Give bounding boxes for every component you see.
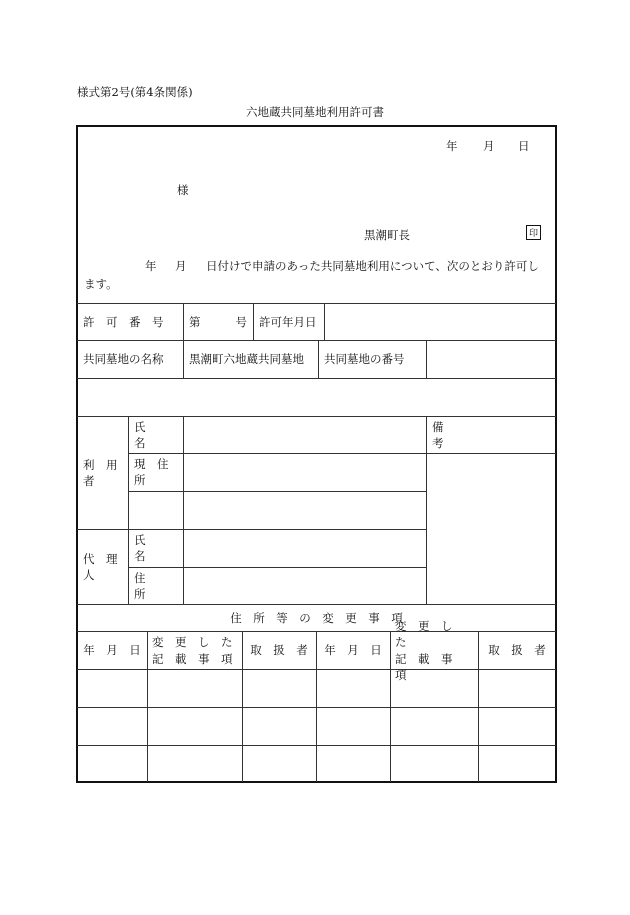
agent-address-label: 住 所: [134, 570, 169, 601]
cemetery-name-value: 黒潮町六地蔵共同墓地: [189, 352, 304, 366]
date-year-label: 年: [446, 139, 458, 153]
permit-date-label: 許可年月日: [259, 314, 317, 329]
application-month-label: 月: [175, 259, 187, 273]
user-section-label: 利 用 者: [83, 457, 129, 488]
user-name-label: 氏 名: [134, 419, 169, 450]
changes-handler-header: 取 扱 者: [488, 643, 546, 657]
permit-number-label: 許 可 番 号: [83, 314, 164, 329]
cemetery-number-label: 共同墓地の番号: [324, 352, 405, 366]
changes-item-header: 変 更 し た 記 載 事 項: [395, 618, 464, 682]
agent-section-label: 代 理 人: [83, 551, 129, 582]
agent-name-label: 氏 名: [134, 533, 169, 563]
user-address-label: 現 住 所: [134, 457, 180, 487]
changes-section-title: 住 所 等 の 変 更 事 項: [230, 610, 403, 625]
cemetery-name-label: 共同墓地の名称: [83, 352, 164, 366]
cemetery-number-field[interactable]: [426, 340, 556, 378]
seal-mark: 印: [526, 225, 541, 240]
changes-row[interactable]: [77, 669, 556, 707]
recipient-suffix: 様: [177, 183, 189, 197]
date-day-label: 日: [518, 139, 530, 153]
date-month-label: 月: [483, 139, 495, 153]
form-number: 様式第2号(第4条関係): [77, 85, 193, 99]
user-address-field[interactable]: [183, 453, 426, 491]
agent-address-field[interactable]: [183, 567, 426, 604]
changes-handler-header: 取 扱 者: [250, 643, 308, 657]
changes-date-header: 年 月 日: [324, 643, 382, 657]
permit-number-field[interactable]: 第 号: [189, 314, 247, 329]
issuer-name: 黒潮町長: [364, 228, 410, 242]
agent-name-field[interactable]: [183, 529, 426, 567]
user-name-field[interactable]: [183, 416, 426, 453]
remarks-field[interactable]: [426, 453, 556, 604]
changes-row[interactable]: [77, 707, 556, 745]
application-year-label: 年: [145, 259, 157, 273]
changes-date-header: 年 月 日: [83, 643, 141, 657]
permit-statement-end: ます。: [84, 277, 118, 291]
remarks-label: 備 考: [432, 419, 547, 450]
permit-date-field[interactable]: [324, 303, 556, 340]
changes-item-header: 変 更 し た 記 載 事 項: [152, 634, 233, 666]
user-address-field-2[interactable]: [183, 491, 426, 529]
blank-row[interactable]: [77, 378, 556, 416]
changes-row[interactable]: [77, 745, 556, 782]
document-title: 六地蔵共同墓地利用許可書: [246, 105, 384, 119]
permit-statement: 日付けで申請のあった共同墓地利用について、次のとおり許可し: [206, 259, 539, 273]
